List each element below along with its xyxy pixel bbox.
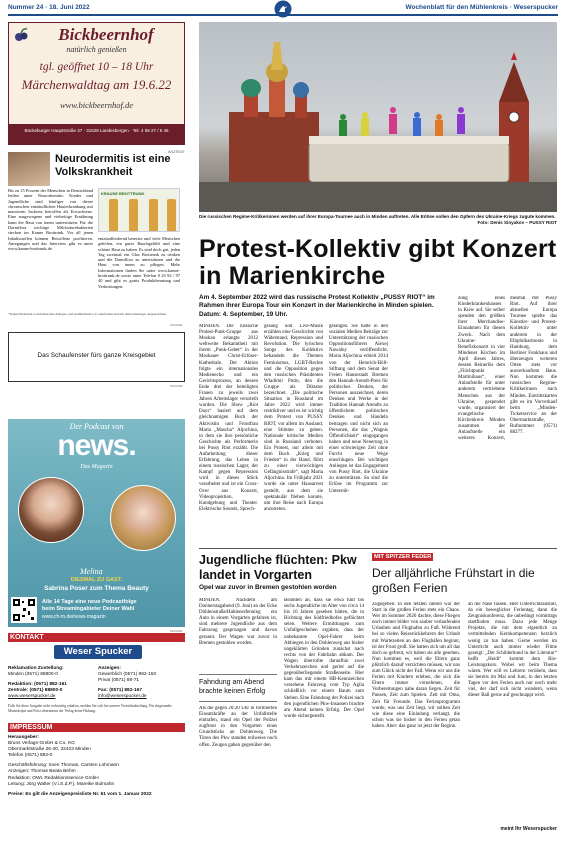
kontakt-right-line: Privat (0571) 88-71 xyxy=(98,678,140,683)
ferien-sign: meint Ihr Weserspucker xyxy=(500,826,557,832)
qr-code-icon xyxy=(11,597,37,623)
header-issue: Nummer 24 · 18. Juni 2022 xyxy=(8,4,90,11)
kontakt-left-link[interactable]: www.weserspucker.de xyxy=(8,694,56,699)
hero-credit: Foto: Denis Sinyakov – PUSSY RIOT xyxy=(477,220,557,225)
header-rule xyxy=(8,14,558,16)
kontakt-right xyxy=(98,666,186,700)
ferien-col2: an die Nase fassen. Hier Unterrichtsausfall, da ein beweglicher Ferientag, dann die Zeugniskonferenz, die unbedingt vormittags stattfinden muss. Dazu jede Menge Projekte, die mit dem eigentlich zu vermittelnden Kernkompetenzen herzlich wenig zu tun haben. Gerne werden im Unterricht auch immer wieder Filme gezeigt: „Der Schilderhund in der Literatur“ heißt „Heidi“ kommt dem Bio-Leistungskurs. Wobei wir beim Thema wären. Wer will es Lehrern verübeln, dass sie bereits im Mai und Juni, in den letzten Tagen vor den Ferien auch nur noch mehr viel, der darf sich nicht wundern, wenn dieser Ball gerne auf geschnappt wird. xyxy=(468,602,557,699)
ad-health-brand: KRAUSE BROTTRUNK xyxy=(101,191,145,196)
berry-icon xyxy=(13,27,29,43)
podcast-ad xyxy=(8,419,185,627)
ferien-col1: Zugegeben: In den letzten Jahren war der Start in die großen Ferien stets ein Chaos. Wer im Sommer 2020 dachte, diese Fliegen noch immer bilder von sauber verlaufenden Urlauben und Flughafen zu Fuß. Während bei so vielen Reiserückkehrern der Urlaub mit Wartezeiten an den Flughäfen beginnt, ist der Frust groß. Sie hatten sich um all das doch so gefreut, wir haben sie alle gesehen. Nun kommen es, weil die Eltern ganz plötzlich darauf verzichten müssen, wir uns zum Glück nicht der Fall. Wenn wir uns die Ferien mit Kindern erleben, die sich die Eltern immer vornehmen, die Vorbereitungen nahe daran liegen. Zeit für Pausen, Zeit zum Spielen. Zeit mit Oma, Zeit für Freunde. Das Ferienprogramm wurde, was uns Zeit liegt, wir sollten Zeit wie diese eine Einladung verlangt, die schon was sie bisher in den Ferien getan haben. Aber: das ganz ist jetzt der Beginn. xyxy=(372,602,460,729)
kontakt-note: Falls Sie diese Ausgabe nicht rechtzeitig erhalten, melden Sie sich bei unserer Vertriebsabteilung. Für eingesandte Manuskripte und Fotos übernimmt der Verlag keine Haftung. xyxy=(8,704,172,713)
impressum-body xyxy=(8,735,185,798)
pkw-col1: MINDEN. Nachdem am Donnerstagabend (9. Juni) an der Ecke Döhlenstraße/Hahlenerfenning ein Auto in einem Vorgarten gefahren ist, sind mehrere Jugendliche aus dem Fahrzeug gesprungen und davon gerannt. Der Wagen war zuvor in Bremen gestohlen worden. xyxy=(199,598,277,646)
podcast-guest-photo xyxy=(110,485,176,551)
bickbeernhof-address: Bückeburger Hauptstraße 37 · 31628 Landesbergen · Tel. 4 58 27 / 5 45 xyxy=(9,124,184,144)
impressum-line: Geschäftsführung: Sven Thomas, Carsten Lohmann xyxy=(8,763,119,769)
main-col3: gelangen. Sie hatte in den sozialen Medien Beiträge zur Unterstützung der russischen Oppositionsführers Alexej Nawalny veröffentlicht. Maria Aljochina erhielt 2014 von der Heinrich-Böll-Stiftung und dem Senat der Freien Hansestadt Bremen den Hannah-Arendt-Preis für politisches Denken, der Personen auszeichnet, deren Denken und Werke in der Tradition Hannah Arendts zu öffentlichem politischen Denken und Handeln beitragen und nicht sich an Personen, die das „Wagnis Öffentlichkeit“ eingegangen haben und neue Neuerung in einer schwierigen Zeit ohne Furcht neue Wege einschlugen. Bei wichtigen Anliegen ist das Engagement von Pussy Riot, die Ukraine zu unterstützen. So sind die Erlöse im Programm zur Unterstüt- xyxy=(329,324,388,494)
small-ad-code: 1024-002 xyxy=(170,384,183,388)
ad-health-code: 1024-001 xyxy=(170,323,183,327)
kontakt-left-line: Reklamation Zustellung: xyxy=(8,666,64,671)
pkw-headline: Jugendliche flüchten: Pkw landet in Vorgarten xyxy=(199,553,357,582)
bottle-icon xyxy=(149,199,158,231)
kontakt-left-line: Zentrale: (0571) 88800-0 xyxy=(8,688,63,693)
hero-photo xyxy=(199,22,557,212)
hero-caption: Die russischen Regime-Kritikerinnen werden auf ihrer Europa-Tournee auch in Minden auftreten. Alle Erlöse sollen den Opfern des Ukraine-Kriegs zugute kommen. xyxy=(199,214,556,219)
bickbeernhof-event: Märchenwaldtag am 19.6.22 xyxy=(21,77,172,92)
kontakt-brand: Weser Spucker xyxy=(63,646,133,657)
main-headline: Protest-Kollektiv gibt Konzert in Marienkirche xyxy=(199,235,557,290)
ad-health-col1: Bis zu 15 Prozent der Menschen in Deutschland leiden unter Neurodermitis. Kinder und Jugendliche sind häufiger von dieser chronischen entzündlichen Hauterkrankung mit massivem Juckreiz betroffen als Erwachsene. Eine ausgewogene und vielseitige Ernährung kann die Haut von innen unterstützen. Für die Darmflora wichtige Milchsäurebakterien stecken im Kanne Brottrunk. Vor all jenen Inhaltsstoffen können Betroffene profitieren. Anregungen und das Interview gibt es unter www.kanne-brottrunk.de. xyxy=(8,188,93,252)
bickbeernhof-hours: tgl. geöffnet 10 – 18 Uhr xyxy=(39,61,154,73)
podcast-title: news. xyxy=(57,429,136,462)
impressum-line: Bruns Verlags-GmbH & Co. KG xyxy=(8,741,75,747)
impressum-line: Redaktion: OWL Redaktionsservice GmbH xyxy=(8,775,99,781)
impressum-heading: IMPRESSUM xyxy=(8,723,185,732)
pull-quote-rule-bottom xyxy=(199,701,277,702)
ad-health-bottles xyxy=(98,188,180,232)
bottle-icon xyxy=(109,199,118,231)
podcast-cta-2: beim Streamingabieter Deiner Wahl xyxy=(42,606,135,612)
impressum-line: Obermarktstraße 26-30, 32423 Minden xyxy=(8,747,91,753)
podcast-guest: Sabrina Poser zum Thema Beauty xyxy=(44,585,149,592)
podcast-guest-label: DIESMAL ZU GAST: xyxy=(70,577,123,583)
ad-health-kicker: ANZEIGE xyxy=(168,150,185,154)
kontakt-right-line: Fax: (0571) 882-167 xyxy=(98,688,142,693)
pkw-col2: Beamten an, dass sie etwa fünf bis sechs Jugendliche im Alter von circa 14 bis 16 Jahren gesehen hätten, die in Richtung des Südfriedhofes geflüchtet seien. Weitere Ermittlungen zum Unfallgeschehen ergaben, dass der unbekannte Opel-Fahrer beim Abbiegen in den Dohlenweg aus bisher ungeklärten Gründen zunächst nach rechts von der Fahrbahn abkam. Der Wagen überrollte daraufhin zwei Verkehrszeichen und geriet auf die gegenüberliegende Straßenseite. Hier kam das mit einem HB-Kennzeichen versehene Fahrzeug vom Typ Agila schließlich vor einem Baum zum Stehen. Eine Fahndung der Polizei nach den jugendlichen Pkw-Insassen brachte am Abend keinen Erfolg. Der Opel wurde sichergestellt. xyxy=(284,598,364,719)
podcast-prefix: Der Podcast von xyxy=(69,422,124,431)
impressum-line: Herausgeber: xyxy=(8,735,39,740)
bickbeernhof-name: Bickbeernhof xyxy=(58,25,154,44)
kontakt-left xyxy=(8,666,96,700)
pkw-subhead: Opel war zuvor in Bremen gestohlen worden xyxy=(199,584,337,591)
kontakt-right-link[interactable]: info@weserspucker.de xyxy=(98,694,147,699)
small-ad-text: Das Schaufenster fürs ganze Kreisgebiet xyxy=(37,352,156,359)
ad-health-col2: entzündfördernd besetzte und viele Menschen gehöfen, ein gutes Bauchgefühl und eine schöne Haut zu haben. Es sind doch gut, jeden Tag zweimal ein Glas Brottrunk zu trinken und die Darmflora zu unterstützen und die Haut von innen zu pflegen. Mehr Informationen finden Sie unter www.kanne-brottrunk.de sowie unter Telefon 0 25 92 / 97 40 und gibt es gratis Produktberatung und Verkostungen. xyxy=(98,236,180,289)
podcast-cta-1: Alle 14 Tage eine neue Podcastfolge xyxy=(42,599,137,605)
impressum-line: Telefon (0571) 882-0 xyxy=(8,753,53,759)
podcast-subtitle: Das Magazin xyxy=(80,464,113,470)
podcast-ad-code: 1024-001 xyxy=(170,629,183,633)
podcast-cta-3[interactable]: www.ch-m.de/news-magazin xyxy=(42,614,106,620)
pull-quote-rule-top xyxy=(199,674,277,675)
kontakt-heading: KONTAKT xyxy=(8,633,185,642)
kontakt-left-line: Minden (0571) 88800-0 xyxy=(8,672,58,677)
ad-health-footnote: *Kanne Brottrunk vom Deutschen Allergie- und Asthmabund e.V. empfohlen und mit dem Gütesiegel ausgezeichnet xyxy=(8,312,166,316)
impressum-line: Leitung: Jörg Walter (V.i.S.d.P.), Mareike Bulmahn xyxy=(8,781,115,787)
ad-health-title: Neurodermitis ist eine Volkskrankheit xyxy=(55,153,171,178)
ad-health-portrait xyxy=(8,152,50,186)
main-col2: gesang und Live-Musik erzählen eine Geschichte von Widerstand, Repression und Revolution. Die lyrischen Songs des Kollektivs behandeln die Themen Feminismus, LGBT-Rechte und die Opposition gegen den russischen Präsidenten Wladimir Putin, den die Gruppe als Diktator bezeichnet. „Die politische Situation in Russland im Jahre 2022 wird immer restriktiver und es ist wichtig dem Protest von PUSSY RIOT, vor allem im Ausland, eine Stimme zu geben. Nationale kritische Medien sind in Russland verboten. Ein Protest, nur allein mit dem Buch „Krieg und Frieden“ in der Hand, führt zu einer vierwöchigen Gefängnisstrafe“, sagt Maria Aljochina. Im Frühjahr 2021 wurde sie unter Hausarrest gestellt, aus dem sie spektakulär fliehen konnte, um ihre Reise nach Europa anzutreten. xyxy=(264,324,323,512)
section-rule xyxy=(199,548,557,549)
main-col1: MINDEN. Die russische Protest-Punk-Gruppe aus Moskau erlangte 2012 weltweite Bekanntheit mit ihrem „Punk-Gebet“ in der Moskauer Christ-Erlöser-Kathedrale. Der Aktion folgte ein internationales Medienecho und ein Gerichtsprozess, an dessen Ende drei der beteiligten Frauen zu jeweils zwei Jahren Arbeitslager verurteilt wurden. Die Show „Riot Days“ basiert auf dem gleichnamigen Buch der Aktivistin und Frontfrau Maria „Mascha“ Aljochina, in dem sie ihre persönliche Geschichte als Performerin bei Pussy Riot erzählt. Die Aufarbeitung dieser Erfahrung, das Leben in einem russischen Lager, der Kampf gegen Repression wird in dieses Stück verarbeitet und ist ein Cross-Over aus Konzert, Videoprojektion, Kundgebung und Theater. Elektrische Sounds, Sprech- xyxy=(199,324,258,512)
podcast-host-photo xyxy=(18,477,84,543)
hero-scene xyxy=(199,22,557,212)
main-col4: zung eines Kinderkrankenhauses in Kiew auf. Sie selber spenden den größten ihrer Merchandise-Einnahmen für diesen Zweck. Nach dem Ukraine-Benefizkonzert in vier Mindener Kirchen im April dieses Jahres, dessen Reinerlös dem „Flüchtpunkt Martinihaus“, einer Anlaufstelle für unter anderem vertriebene Menschen aus der Ukraine, gespendet wurde, organisiert der evangelische Kirchenkreis Minden zusammen der Anlaufstelle ein weiteres Konzert, diesmal mit Pussy Riot. Auf ihrer aktuellen Europa Tournee spielte das Künstler- und Protest-Kollektiv unter anderem in der Elbphilharmonie in Hamburg, dem Berliner Funkhaus und überzeugen weiteren Orten stets vor ausverkauftem Haus. Nun kommen die russischen Regime-Kritikerinnen nach Minden. Eintrittskarten gibt es im Vorverkauf beim „Minden-Ticketservice an der Obermarktstraße, Rufnummer (0571) 88277. xyxy=(458,296,557,442)
bottle-icon xyxy=(167,199,176,231)
bickbeernhof-url: www.bickbeernhof.de xyxy=(59,100,134,110)
bottle-icon xyxy=(129,199,138,231)
podcast-signature: Melina xyxy=(80,567,103,576)
ferien-headline: Der alljährliche Frühstart in die großen Ferien xyxy=(372,566,535,595)
kontakt-left-line: Redaktion: (0571) 882-161 xyxy=(8,682,67,687)
kontakt-right-line: Anzeigen: xyxy=(98,666,121,671)
ferien-kicker: MIT SPITZER FEDER xyxy=(374,554,432,560)
bickbeernhof-tagline: natürlich genießen xyxy=(66,45,127,54)
pkw-col1b: Als die gegen 20:20 Uhr in formierten Einsatzkräfte an der Unfallstelle eintrafen, stand ein Opel der Polizei zugfront in den Vorgarten eines Grundstücks an Dohlenweg. Die Türen des Pkw standen teilweise noch offen. Zeugen gaben gegenüber den xyxy=(199,706,277,748)
kontakt-right-line: Gewerblich (0571) 882-150 xyxy=(98,672,157,677)
main-lead: Am 4. September 2022 wird das russische Protest Kollektiv „PUSSY RIOT“ im Rahmen ihrer Europa Tour ein Konzert in der Marienkirche in Minden spielen. Datum: 4. September, 19 Uhr. xyxy=(199,294,435,318)
kontakt-brand-logo xyxy=(54,645,142,659)
header-paper-title: Wochenblatt für den Mühlenkreis · Weserspucker xyxy=(405,4,558,11)
impressum-line: Anzeigen: Thomas Beata Behm xyxy=(8,769,76,775)
impressum-line: Preise: Es gilt die Anzeigenpreisliste Nr. 61 vom 1. Januar 2022 xyxy=(8,791,152,797)
ad-bickbeernhof xyxy=(8,22,185,145)
pkw-pull-quote: Fahndung am Abend brachte keinen Erfolg xyxy=(199,679,266,695)
